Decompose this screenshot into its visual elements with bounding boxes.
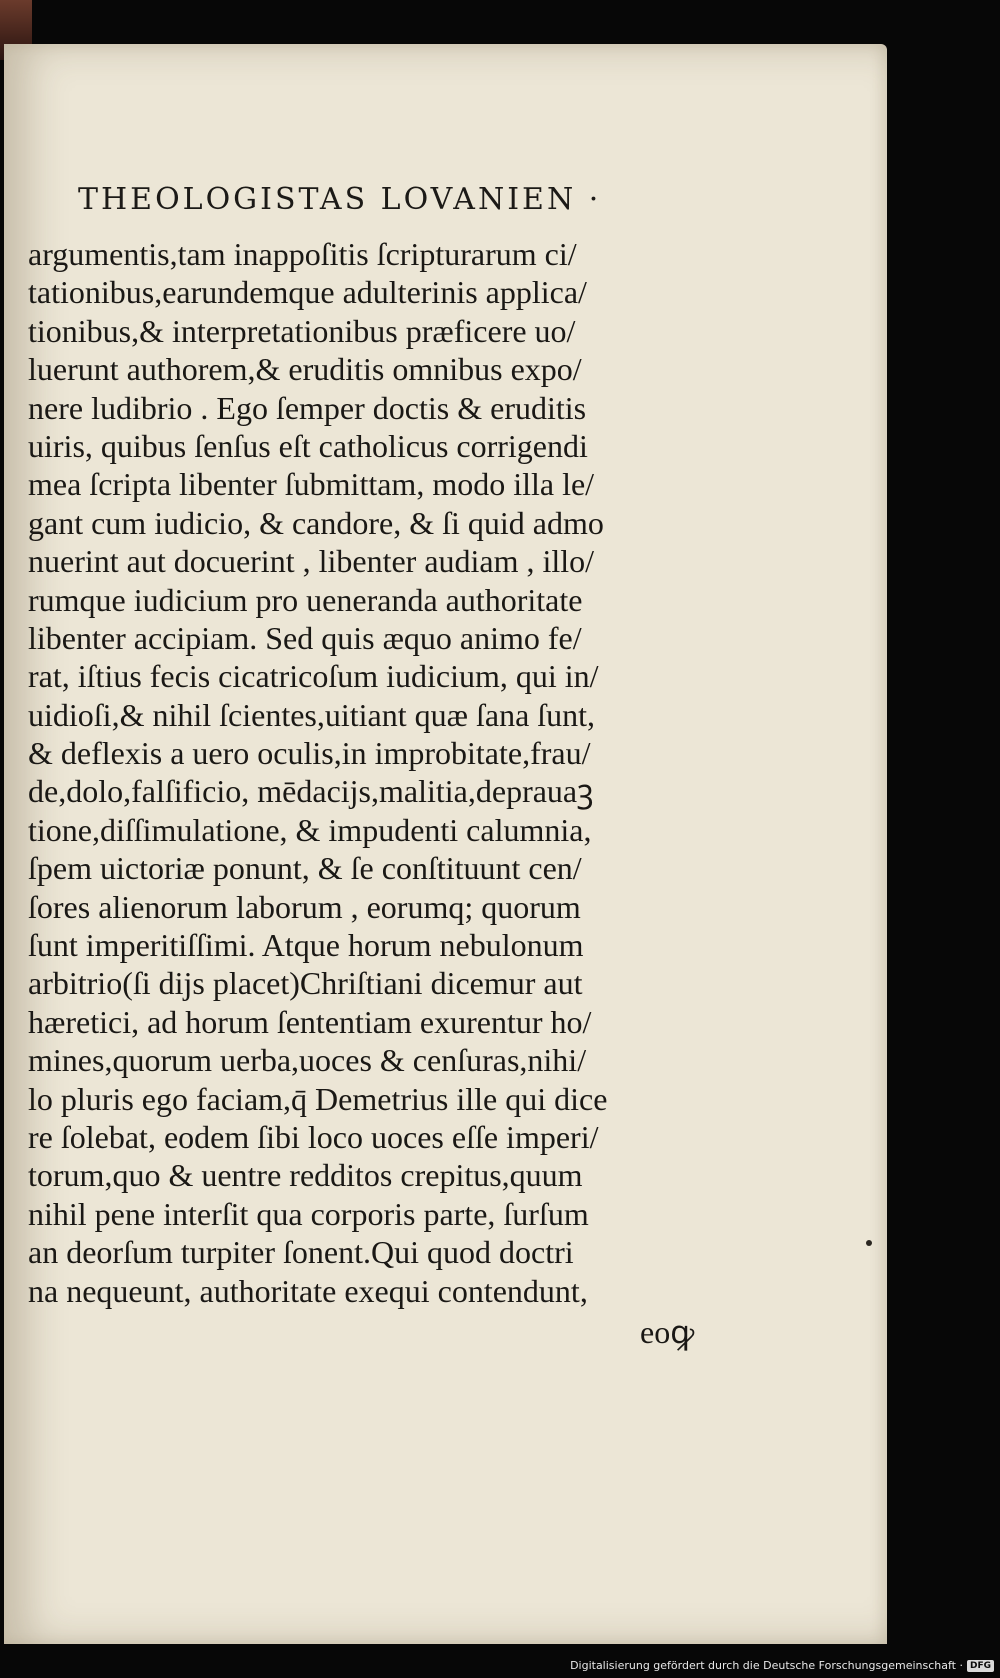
- text-line: tione,diſſimulatione, & impudenti calumnia,: [28, 811, 592, 848]
- text-line: hæretici, ad horum ſententiam exurentur ho/: [28, 1003, 592, 1040]
- text-line: lo pluris ego faciam,q̄ Demetrius ille qui dice: [28, 1080, 608, 1117]
- text-line: rat, iſtius fecis cicatricoſum iudicium, qui in/: [28, 658, 599, 695]
- text-line: gant cum iudicio, & candore, & ſi quid admo: [28, 504, 604, 541]
- text-line: nuerint aut docuerint , libenter audiam , illo/: [28, 543, 595, 580]
- text-line: rumque iudicium pro ueneranda authoritate: [28, 581, 583, 618]
- footer-credit-text: Digitalisierung gefördert durch die Deutsche Forschungsgemeinschaft ·: [570, 1659, 963, 1672]
- text-line: ſunt imperitiſſimi. Atque horum nebulonum: [28, 927, 584, 964]
- dfg-logo-icon: DFG: [967, 1660, 994, 1672]
- text-line: libenter accipiam. Sed quis æquo animo fe/: [28, 619, 582, 656]
- text-line: luerunt authorem,& eruditis omnibus expo/: [28, 351, 582, 388]
- text-line: & deflexis a uero oculis,in improbitate,frau/: [28, 735, 591, 772]
- text-line: torum,quo & uentre redditos crepitus,quum: [28, 1157, 583, 1194]
- text-line: argumentis,tam inappoſitis ſcripturarum ci/: [28, 236, 577, 272]
- text-line: tationibus,earundemque adulterinis applica/: [28, 274, 587, 311]
- text-line: mines,quorum uerba,uoces & cenſuras,nihi/: [28, 1042, 587, 1079]
- page-text-block: [28, 235, 718, 1310]
- text-line: de,dolo,falſificio, mēdacijs,malitia,deprauaꝫ: [28, 773, 594, 810]
- catchword: eoꝙ: [640, 1314, 695, 1350]
- text-line: ſpem uictoriæ ponunt, & ſe conſtituunt cen/: [28, 850, 582, 887]
- text-line: uiris, quibus ſenſus eſt catholicus corrigendi: [28, 427, 588, 464]
- text-line: ſores alienorum laborum , eorumq; quorum: [28, 888, 581, 925]
- digitization-footer: [570, 1659, 994, 1672]
- text-line: arbitrio(ſi dijs placet)Chriſtiani dicemur aut: [28, 965, 583, 1002]
- text-line: tionibus,& interpretationibus præficere uo/: [28, 312, 576, 349]
- running-head: THEOLOGISTAS LOVANIEN ·: [78, 182, 602, 217]
- text-line: na nequeunt, authoritate exequi contendunt,: [28, 1272, 588, 1309]
- text-line: an deorſum turpiter ſonent.Qui quod doctri: [28, 1234, 574, 1271]
- text-line: re ſolebat, eodem ſibi loco uoces eſſe imperi/: [28, 1118, 599, 1155]
- text-line: mea ſcripta libenter ſubmittam, modo illa le/: [28, 466, 595, 503]
- text-line: nihil pene interſit qua corporis parte, ſurſum: [28, 1195, 589, 1232]
- ink-speck: [866, 1240, 872, 1246]
- text-line: nere ludibrio . Ego ſemper doctis & eruditis: [28, 389, 587, 426]
- text-line: uidioſi,& nihil ſcientes,uitiant quæ ſana ſunt,: [28, 696, 596, 733]
